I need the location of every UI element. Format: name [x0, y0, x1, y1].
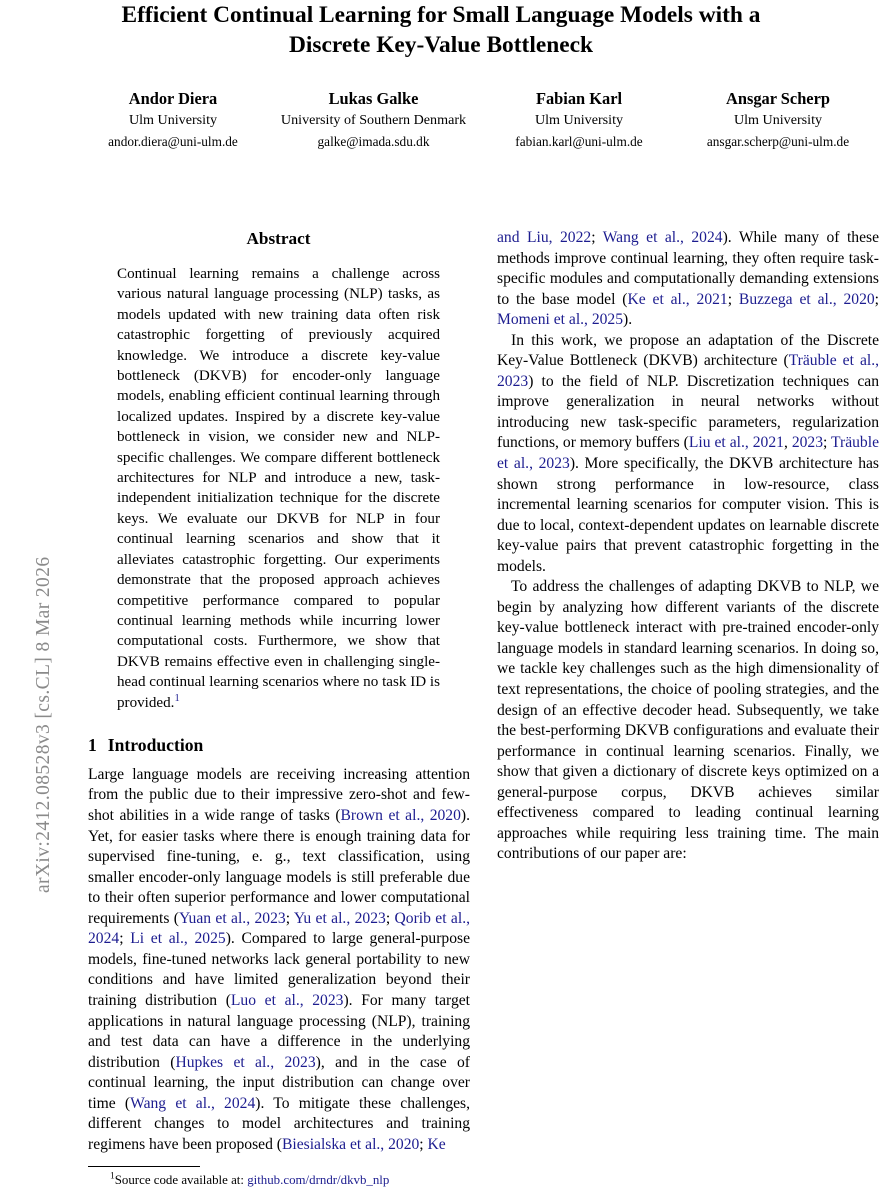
author-name: Ansgar Scherp	[726, 89, 830, 108]
body-text: ,	[783, 434, 792, 452]
citation-link[interactable]: Ke et al., 2021	[627, 290, 728, 308]
author-entry	[481, 88, 677, 152]
footnote-label: Source code available at:	[114, 1173, 248, 1187]
abstract-body: Continual learning remains a challenge across various natural language processing (NLP) tasks, as models updated with new training data often risk catastrophic forgetting of previously acquired knowledge. We introduce a discrete key-value bottleneck (DKVB) for encoder-only language models, enabling efficient continual learning through localized updates. Inspired by a discrete key-value bottleneck in vision, we consider new and NLP-specific challenges. We compare different bottleneck architectures for NLP and introduce a new, task-independent initialization technique for the discrete keys. We evaluate our DKVB for NLP in four continual learning scenarios and show that it alleviates catastrophic forgetting. Our experiments demonstrate that the proposed approach achieves competitive performance compared to popular continual learning methods while incurring lower computational costs. Furthermore, we show that DKVB remains effective even in challenging single-head continual learning scenarios where no task ID is provided.	[117, 266, 440, 711]
section-heading-introduction	[88, 734, 470, 756]
citation-link[interactable]: Li et al., 2025	[130, 930, 226, 948]
author-affiliation: Ulm University	[128, 112, 218, 128]
right-column	[497, 228, 879, 865]
body-text: ;	[591, 229, 603, 246]
author-entry	[677, 88, 879, 152]
intro-paragraph-1-continued	[497, 228, 879, 331]
citation-link[interactable]: Ke	[427, 1135, 446, 1153]
citation-link[interactable]: Träuble et al., 2023	[497, 352, 879, 390]
author-block	[80, 88, 879, 152]
source-code-link[interactable]: github.com/drndr/dkvb_nlp	[247, 1173, 390, 1187]
footnote-number: 1	[110, 1171, 115, 1182]
citation-link[interactable]: Hupkes et al., 2023	[175, 1053, 316, 1071]
author-name: Fabian Karl	[535, 89, 623, 108]
body-text: To address the challenges of adapting DKVB to NLP, we begin by analyzing how different variants of the discrete key-value bottleneck interact with pre-trained encoder-only language models in standard learning scenarios. In doing so, we tackle key challenges such as the high dimensionality of text representations, the choice of pooling strategies, and the design of an effective decoder head. Subsequently, we take the best-performing DKVB configurations and evaluate their performance in continual learning scenarios. Finally, we show that given a dictionary of discrete keys optimized on a general-purpose corpus, DKVB achieves similar effectiveness compared to leading continual learning approaches while requiring less training time. The main contributions of our paper are:	[497, 578, 879, 863]
abstract-heading: Abstract	[246, 229, 311, 248]
abstract-text	[117, 264, 440, 713]
author-entry	[80, 88, 266, 152]
citation-link[interactable]: Träuble et al., 2023	[497, 434, 879, 473]
citation-link[interactable]: 2023	[791, 434, 824, 452]
footnote-marker[interactable]: 1	[174, 692, 180, 704]
footnote-text	[88, 1172, 470, 1189]
arxiv-stamp	[0, 0, 54, 1200]
citation-link[interactable]: Liu et al., 2021	[688, 434, 784, 452]
abstract-section	[117, 228, 440, 713]
title-line-2: Discrete Key-Value Bottleneck	[288, 32, 593, 58]
title-line-1: Efficient Continual Learning for Small Language Models with a	[121, 2, 761, 28]
section-title: Introduction	[107, 734, 204, 755]
author-email: fabian.karl@uni-ulm.de	[515, 134, 643, 149]
citation-link[interactable]: Wang et al., 2024	[602, 229, 723, 246]
citation-link[interactable]: Wang et al., 2024	[130, 1094, 256, 1112]
author-email: galke@imada.sdu.dk	[317, 134, 430, 149]
intro-paragraph-3	[497, 577, 879, 865]
body-text: Large language models are receiving increasing attention from the public due to their impressive zero-shot and few-shot abilities in a wide range of tasks (	[88, 765, 470, 825]
page-title	[108, 0, 774, 60]
author-affiliation: Ulm University	[733, 112, 823, 128]
author-affiliation: Ulm University	[534, 112, 624, 128]
author-entry	[266, 88, 481, 152]
body-text: ).	[623, 311, 633, 329]
author-email: andor.diera@uni-ulm.de	[108, 134, 238, 149]
left-column	[88, 228, 470, 1155]
body-text: ) to the field of NLP. Discretization techniques can improve generalization in neural networks without introducing new task-specific parameters, regularization functions, or memory buffers (	[497, 372, 879, 452]
citation-link[interactable]: Biesialska et al., 2020	[282, 1135, 420, 1153]
body-text: ). To mitigate these challenges, different changes to model architectures and training regimens have been proposed (	[88, 1094, 470, 1153]
arxiv-stamp-text: arXiv:2412.08528v3 [cs.CL] 8 Mar 2026	[33, 556, 54, 893]
author-affiliation: University of Southern Denmark	[280, 112, 467, 128]
body-text: In this work, we propose an adaptation of the Discrete Key-Value Bottleneck (DKVB) architecture (	[497, 331, 879, 370]
body-text: ). For many target applications in natural language processing (NLP), training and test data can have a difference in the underlying distribution (	[88, 991, 470, 1071]
author-name: Andor Diera	[128, 89, 218, 108]
footnote	[88, 1166, 470, 1189]
body-text: ;	[419, 1135, 428, 1153]
citation-link[interactable]: Buzzega et al., 2020	[738, 290, 875, 308]
citation-link[interactable]: Brown et al., 2020	[340, 807, 461, 825]
intro-paragraph-1	[88, 765, 470, 1155]
body-text: ;	[727, 290, 739, 308]
body-text: ). Yet, for easier tasks where there is enough training data for supervised fine-tuning, e. g., text classification, using smaller encoder-only language models is still preferable due to their often superior performance and lower computational requirements (	[88, 807, 470, 927]
body-text: ;	[823, 434, 832, 452]
body-text: ). While many of these methods improve continual learning, they often require task-specific modules and computationally demanding extensions to the base model (	[497, 229, 879, 308]
body-text: ;	[874, 290, 879, 308]
body-text: ), and in the case of continual learning, the input distribution can change over time (	[88, 1053, 470, 1112]
citation-link[interactable]: Qorib et al., 2024	[88, 909, 470, 948]
citation-link[interactable]: Luo et al., 2023	[230, 991, 344, 1009]
author-name: Lukas Galke	[328, 89, 419, 108]
section-number: 1	[88, 734, 97, 755]
author-email: ansgar.scherp@uni-ulm.de	[706, 134, 850, 149]
intro-paragraph-2	[497, 331, 879, 578]
citation-link[interactable]: and Liu, 2022	[497, 229, 592, 246]
citation-link[interactable]: Yuan et al., 2023	[178, 909, 286, 927]
citation-link[interactable]: Momeni et al., 2025	[497, 311, 624, 329]
body-text: ). More specifically, the DKVB architecture has shown strong performance in low-resource, class incremental learning scenarios for computer vision. This is due to local, context-dependent updates on learnable discrete key-value pairs that prevent catastrophic forgetting in the models.	[497, 455, 879, 575]
body-text: ). Compared to large general-purpose models, fine-tuned networks lack general portability to new conditions and have limited generalization beyond their training distribution (	[88, 930, 470, 1009]
body-text: ;	[285, 909, 294, 927]
body-text: ;	[385, 909, 395, 927]
citation-link[interactable]: Yu et al., 2023	[293, 909, 386, 927]
body-text: ;	[119, 930, 131, 948]
footnote-rule	[88, 1166, 200, 1167]
